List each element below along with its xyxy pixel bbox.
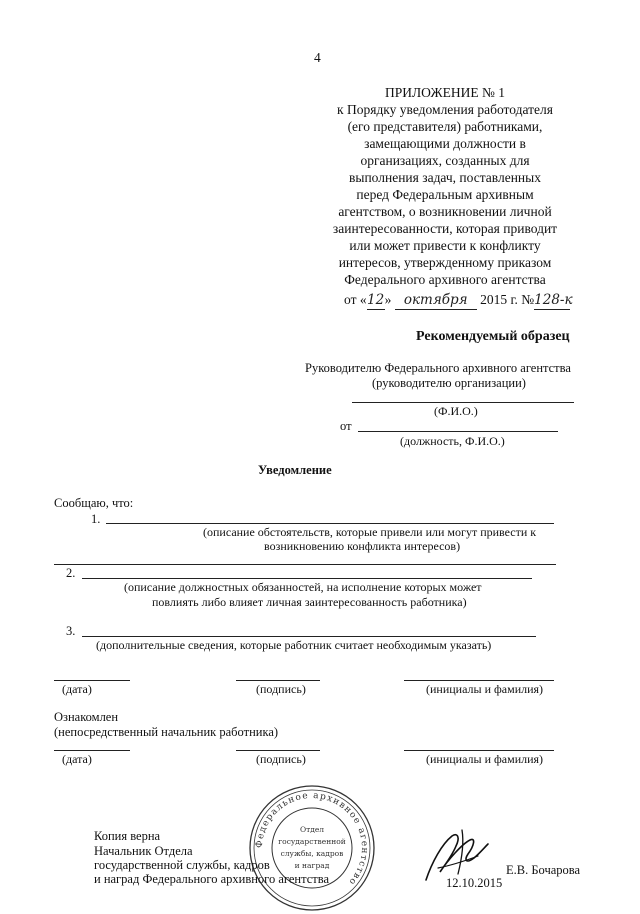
appendix-line: (его представителя) работниками, bbox=[347, 119, 543, 134]
date-caption: (дата) bbox=[62, 752, 92, 766]
item-3-underline bbox=[82, 636, 536, 637]
addressee-line-2: (руководителю организации) bbox=[372, 376, 526, 390]
stamp-center-line: государственной bbox=[278, 837, 346, 846]
item-2-underline bbox=[82, 578, 532, 579]
initials-underline bbox=[404, 680, 554, 681]
acknowledged-label: Ознакомлен bbox=[54, 710, 119, 724]
certification-line: государственной службы, кадров bbox=[94, 858, 270, 872]
from-underline bbox=[358, 431, 558, 432]
appendix-line: перед Федеральным архивным bbox=[356, 187, 534, 202]
order-number: 128-к bbox=[534, 292, 573, 308]
item-caption: (описание должностных обязанностей, на исполнение которых может bbox=[124, 580, 482, 594]
appendix-line: Федерального архивного агентства bbox=[344, 272, 546, 287]
official-stamp bbox=[246, 782, 378, 914]
date-prefix: от « bbox=[344, 292, 367, 307]
certification-line: Начальник Отдела bbox=[94, 844, 193, 858]
certification-line: и наград Федерального архивного агентства bbox=[94, 872, 330, 886]
from-label: от bbox=[340, 419, 352, 433]
appendix-line: замещающими должности в bbox=[364, 136, 526, 151]
signature-underline-2 bbox=[236, 750, 320, 751]
supervisor-label: (непосредственный начальник работника) bbox=[54, 725, 279, 739]
item-caption: повлиять либо влияет личная заинтересованность работника) bbox=[152, 595, 467, 609]
appendix-title: ПРИЛОЖЕНИЕ № 1 bbox=[384, 85, 506, 100]
certification-line: Копия верна bbox=[94, 829, 161, 843]
date-month: октября bbox=[395, 292, 477, 310]
appendix-line: выполнения задач, поставленных bbox=[349, 170, 541, 185]
stamp-center-line: службы, кадров bbox=[280, 849, 344, 858]
appendix-line: интересов, утвержденному приказом bbox=[338, 255, 552, 270]
appendix-line: заинтересованности, которая приводит bbox=[332, 221, 558, 236]
document-title: Уведомление bbox=[258, 463, 332, 477]
initials-caption: (инициалы и фамилия) bbox=[426, 752, 544, 766]
certifier-name: Е.В. Бочарова bbox=[506, 863, 581, 877]
addressee-line-1: Руководителю Федерального архивного агентства bbox=[305, 361, 571, 375]
appendix-line: агентством, о возникновении личной bbox=[338, 204, 552, 219]
item-caption: (дополнительные сведения, которые работник считает необходимым указать) bbox=[96, 638, 492, 652]
item-number: 2. bbox=[66, 566, 76, 580]
fio-caption: (Ф.И.О.) bbox=[434, 404, 478, 418]
date-day: 12 bbox=[367, 292, 385, 308]
appendix-block bbox=[300, 84, 590, 288]
signature-caption: (подпись) bbox=[256, 682, 306, 696]
stamp-center-line: и наград bbox=[294, 861, 330, 870]
from-caption: (должность, Ф.И.О.) bbox=[400, 434, 505, 448]
fio-underline bbox=[352, 402, 574, 403]
date-underline bbox=[54, 680, 130, 681]
certification-date: 12.10.2015 bbox=[446, 876, 503, 890]
stamp-ring-text: Федеральное архивное агентство bbox=[254, 790, 370, 888]
sample-label: Рекомендуемый образец bbox=[416, 329, 570, 344]
order-date-line bbox=[344, 291, 573, 310]
date-underline-2 bbox=[54, 750, 130, 751]
initials-underline-2 bbox=[404, 750, 554, 751]
signature-caption: (подпись) bbox=[256, 752, 306, 766]
date-caption: (дата) bbox=[62, 682, 92, 696]
appendix-line: или может привести к конфликту bbox=[349, 238, 541, 253]
page-number: 4 bbox=[314, 50, 321, 65]
item-caption: (описание обстоятельств, которые привели или могут привести к bbox=[203, 525, 537, 539]
intro-text: Сообщаю, что: bbox=[54, 496, 134, 510]
date-mid: » bbox=[384, 292, 392, 307]
item-1-underline bbox=[106, 523, 554, 524]
appendix-line: к Порядку уведомления работодателя bbox=[337, 102, 553, 117]
item-1-underline-2 bbox=[54, 564, 556, 565]
date-year: 2015 г. № bbox=[480, 292, 535, 307]
item-caption: возникновению конфликта интересов) bbox=[264, 539, 461, 553]
item-number: 1. bbox=[91, 512, 101, 526]
signature-underline bbox=[236, 680, 320, 681]
item-number: 3. bbox=[66, 624, 76, 638]
stamp-center-line: Отдел bbox=[299, 825, 325, 834]
initials-caption: (инициалы и фамилия) bbox=[426, 682, 544, 696]
appendix-line: организациях, созданных для bbox=[360, 153, 530, 168]
